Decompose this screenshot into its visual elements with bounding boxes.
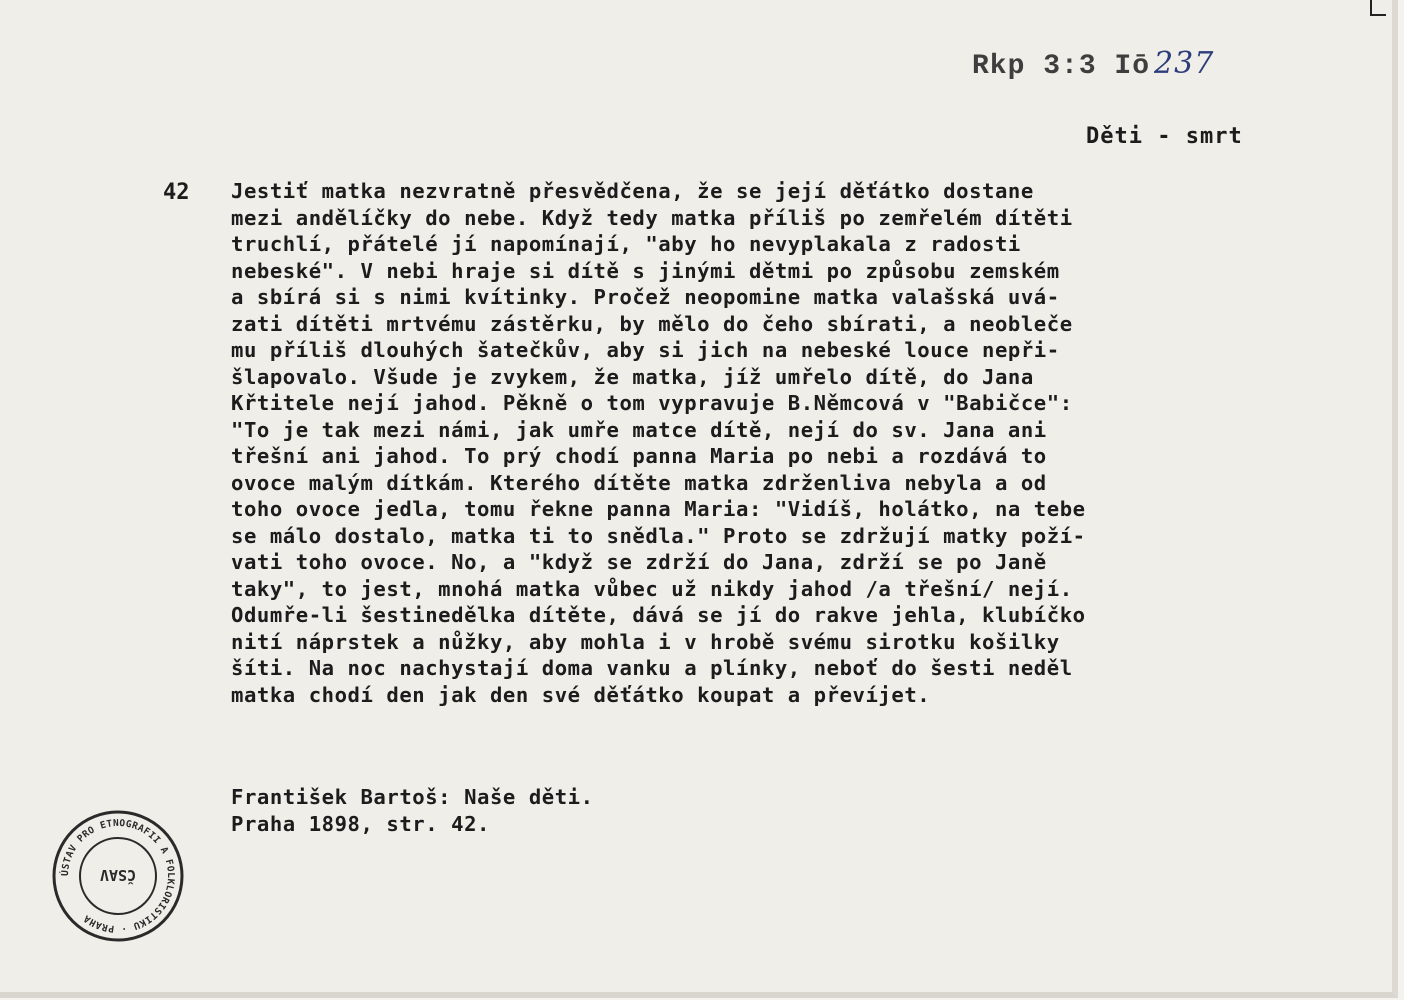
body-line: šíti. Na noc nachystají doma vanku a plínky, neboť do šesti neděl (231, 656, 1073, 680)
body-line: truchlí, přátelé jí napomínají, "aby ho nevyplakala z radosti (231, 232, 1021, 256)
stamp-center-text: ČSAV (99, 866, 137, 884)
body-line: matka chodí den jak den své děťátko koupat a převíjet. (231, 682, 931, 707)
topic-heading: Děti - smrt (1086, 124, 1243, 149)
body-line: třešní ani jahod. To prý chodí panna Maria po nebi a rozdává to (231, 444, 1047, 468)
body-line: nebeské". V nebi hraje si dítě s jinými dětmi po způsobu zemském (231, 258, 1060, 283)
shelfmark-handwritten-number: 237 (1154, 46, 1215, 81)
body-line: zati dítěti mrtvému zástěrku, by mělo do čeho sbírati, a neobleče (231, 311, 1073, 336)
corner-mark (1370, 0, 1386, 16)
body-line: ovoce malým dítkám. Kterého dítěte matka zdrženliva nebyla a od (231, 470, 1047, 495)
body-line: vati toho ovoce. No, a "když se zdrží do Jana, zdrží se po Janě (231, 550, 1047, 574)
body-line: a sbírá si s nimi kvítinky. Pročež neopomine matka valašská uvá- (231, 285, 1060, 309)
source-line: Praha 1898, str. 42. (231, 811, 490, 836)
body-line: mu příliš dlouhých šatečkův, aby si jich na nebeské louce nepři- (231, 338, 1060, 362)
body-line: Křtitele nejí jahod. Pěkně o tom vypravuje B.Němcová v "Babičce": (231, 391, 1073, 415)
entry-body (231, 178, 1351, 708)
body-line: nití náprstek a nůžky, aby mohla i v hrobě svému sirotku košilky (231, 629, 1060, 654)
body-line: Jestiť matka nezvratně přesvědčena, že se její děťátko dostane (231, 179, 1034, 203)
body-line: taky", to jest, mnohá matka vůbec už nikdy jahod /a třešní/ nejí. (231, 576, 1073, 601)
body-line: mezi andělíčky do nebe. Když tedy matka příliš po zemřelém dítěti (231, 205, 1073, 230)
stamp-ring-text: ÚSTAV PRO ETNOGRAFII A FOLKLORISTIKU · PRAHA (59, 817, 177, 935)
source-citation (231, 784, 594, 837)
institution-stamp (48, 806, 188, 946)
shelfmark (972, 46, 1214, 82)
body-line: Odumře-li šestinedělka dítěte, dává se jí do rakve jehla, klubíčko (231, 603, 1086, 627)
body-line: "To je tak mezi námi, jak umře matce dítě, nejí do sv. Jana ani (231, 417, 1047, 442)
body-line: šlapovalo. Všude je zvykem, že matka, jíž umřelo dítě, do Jana (231, 364, 1034, 389)
body-line: se málo dostalo, matka ti to snědla." Proto se zdržují matky poží- (231, 523, 1086, 548)
source-line: František Bartoš: Naše děti. (231, 785, 594, 809)
shelfmark-typed: Rkp 3:3 Iō (972, 51, 1151, 82)
body-line: toho ovoce jedla, tomu řekne panna Maria: "Vidíš, holátko, na tebe (231, 497, 1086, 521)
entry-number: 42 (163, 180, 190, 205)
